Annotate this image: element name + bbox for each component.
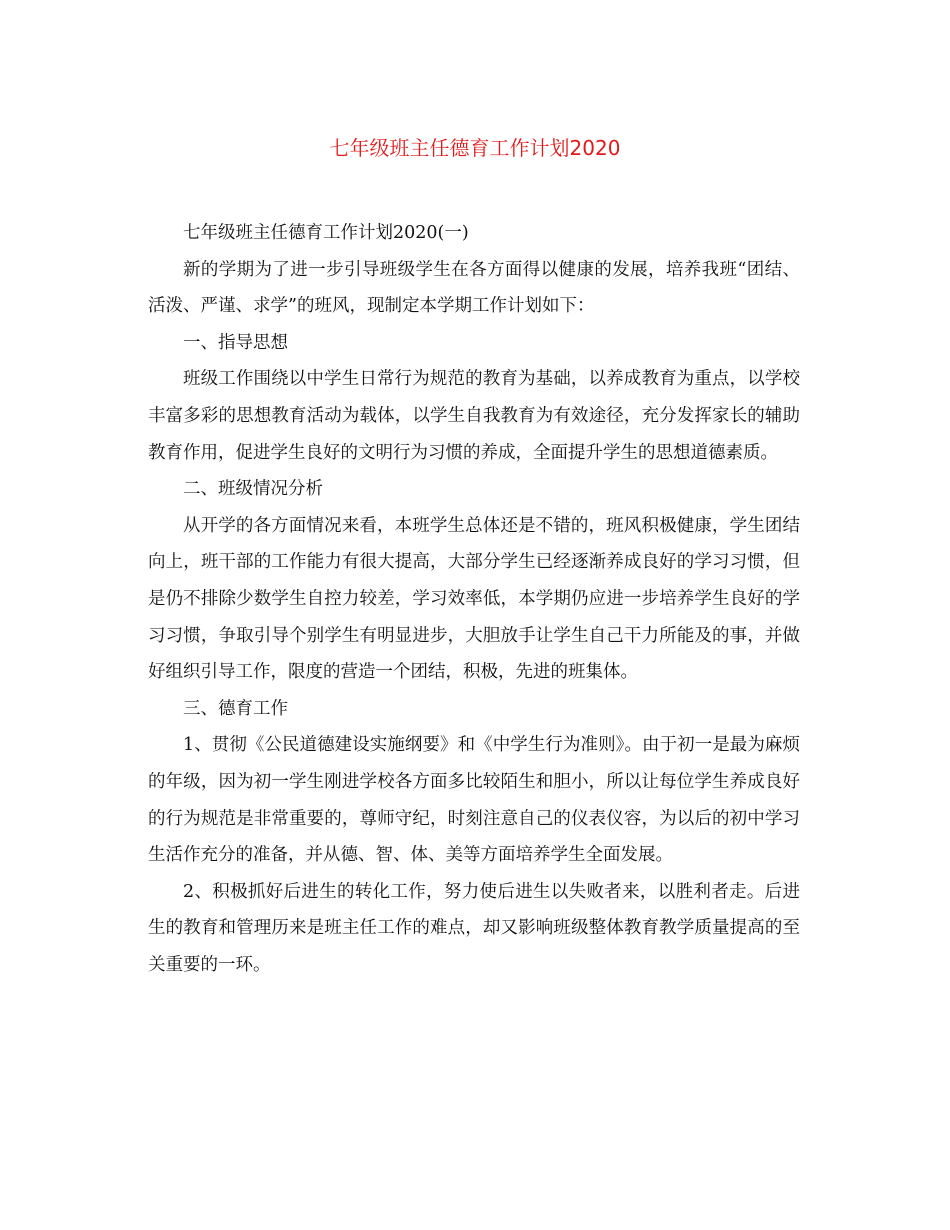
paragraph-class-analysis: 从开学的各方面情况来看，本班学生总体还是不错的，班风积极健康，学生团结向上，班干部的工作能力有很大提高，大部分学生已经逐渐养成良好的学习习惯，但是仍不排除少数学生自控力较差，学习效率低，本学期仍应进一步培养学生良好的学习习惯，争取引导个别学生有明显进步，大胆放手让学生自己干力所能及的事，并做好组织引导工作，限度的营造一个团结，积极，先进的班集体。 xyxy=(148,515,800,683)
paragraph-intro: 新的学期为了进一步引导班级学生在各方面得以健康的发展，培养我班“团结、活泼、严谨、求学”的班风，现制定本学期工作计划如下： xyxy=(148,259,800,317)
section-heading-guiding-thought: 一、指导思想 xyxy=(183,332,288,353)
document-body xyxy=(148,215,800,983)
section-heading-moral-work: 三、德育工作 xyxy=(183,698,288,719)
paragraph-guiding-thought: 班级工作围绕以中学生日常行为规范的教育为基础，以养成教育为重点，以学校丰富多彩的思想教育活动为载体，以学生自我教育为有效途径，充分发挥家长的辅助教育作用，促进学生良好的文明行为习惯的养成，全面提升学生的思想道德素质。 xyxy=(148,369,800,463)
document-title: 七年级班主任德育工作计划2020 xyxy=(329,136,621,160)
paragraph-moral-work-1: 1、贯彻《公民道德建设实施纲要》和《中学生行为准则》。由于初一是最为麻烦的年级，因为初一学生刚进学校各方面多比较陌生和胆小，所以让每位学生养成良好的行为规范是非常重要的，尊师守纪，时刻注意自己的仪表仪容，为以后的初中学习生活作充分的准备，并从德、智、体、美等方面培养学生全面发展。 xyxy=(148,735,800,866)
paragraph-subtitle: 七年级班主任德育工作计划2020(一) xyxy=(183,223,469,243)
section-heading-class-analysis: 二、班级情况分析 xyxy=(183,479,323,500)
paragraph-moral-work-2: 2、积极抓好后进生的转化工作，努力使后进生以失败者来，以胜利者走。后进生的教育和管理历来是班主任工作的难点，却又影响班级整体教育教学质量提高的至关重要的一环。 xyxy=(148,881,800,975)
